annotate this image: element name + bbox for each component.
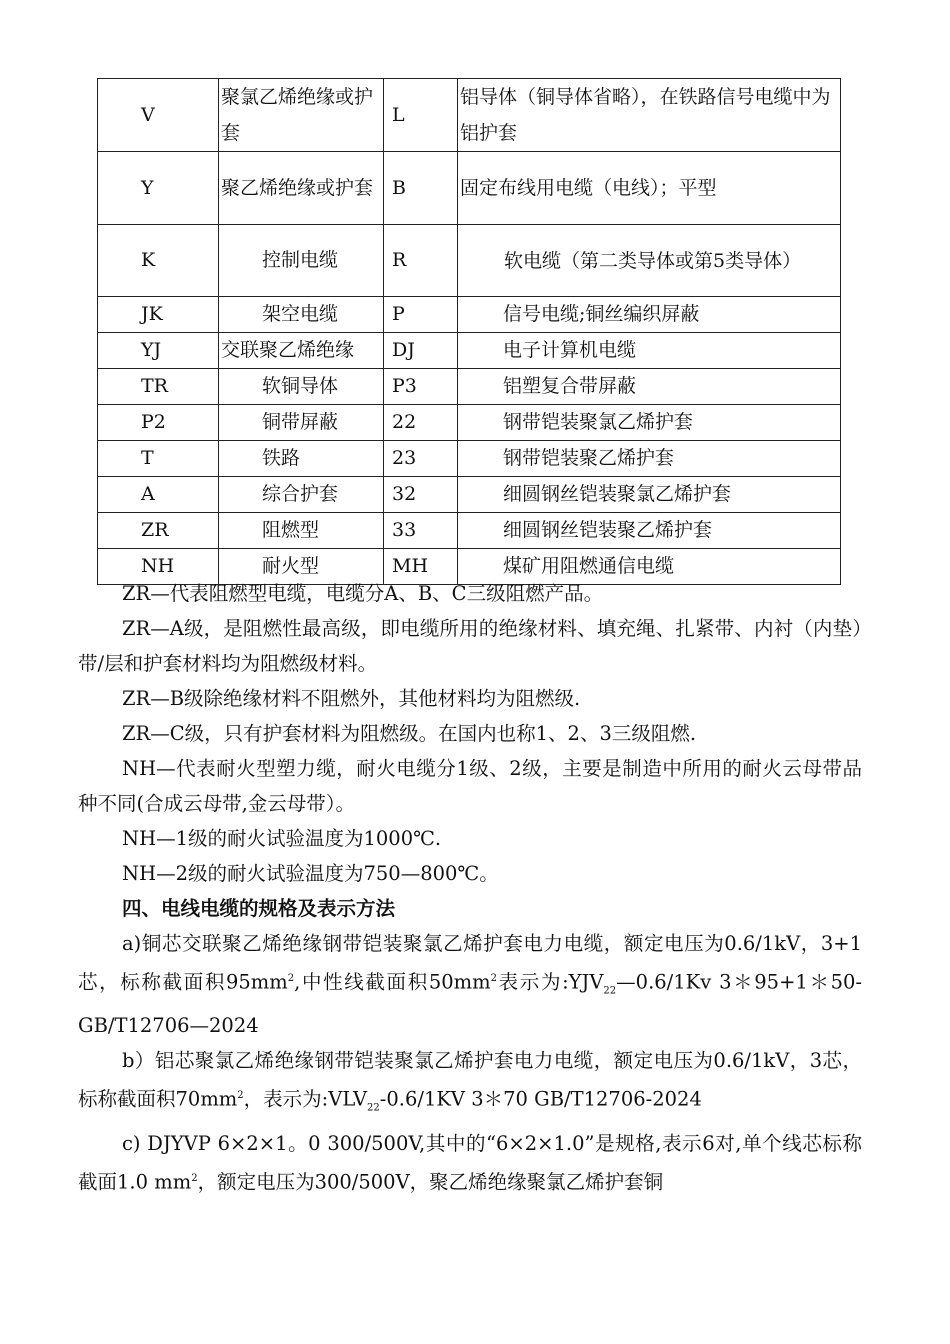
paragraph: ZR—代表阻燃型电缆，电缆分A、B、C三级阻燃产品。: [122, 582, 604, 605]
text-run: 表示为:YJV: [497, 970, 604, 994]
text-run: b）铝芯聚氯乙烯绝缘钢带铠装聚氯乙烯护套电力电缆，额定电压为0.6/1kV，3芯，标称截面积70mm: [78, 1049, 862, 1111]
meaning-cell: 电子计算机电缆: [458, 333, 841, 369]
text-run: —0.6/1Kv 3＊95+1＊50-GB/T12706—2024: [78, 970, 862, 1038]
section-heading: 四、电线电缆的规格及表示方法: [122, 897, 396, 920]
paragraph: NH—2级的耐火试验温度为750—800℃。: [122, 862, 499, 885]
code-cell: P3: [384, 369, 458, 405]
code-cell: P2: [98, 405, 219, 441]
code-cell: 22: [384, 405, 458, 441]
superscript: 2: [490, 973, 498, 984]
paragraph: ZR—A级，是阻燃性最高级，即电缆所用的绝缘材料、填充绳、扎紧带、内衬（内垫）带/层和护套材料均为阻燃级材料。: [78, 617, 862, 675]
meaning-cell: 交联聚乙烯绝缘: [219, 333, 384, 369]
meaning-cell: 铝塑复合带屏蔽: [458, 369, 841, 405]
cable-code-table: [97, 78, 841, 585]
code-cell: DJ: [384, 333, 458, 369]
code-cell: P: [384, 297, 458, 333]
code-cell: T: [98, 441, 219, 477]
code-cell: MH: [384, 549, 458, 585]
text-run: c) DJYVP 6×2×1。0 300/500V,其中的“6×2×1.0”是规格,表示6对,单个线芯标称截面1.0 mm: [78, 1131, 862, 1194]
code-cell: 33: [384, 513, 458, 549]
paragraph-c: [78, 1126, 862, 1200]
text-run: ，额定电压为300/500V，聚乙烯绝缘聚氯乙烯护套铜: [197, 1170, 664, 1194]
table-row: [98, 79, 841, 152]
code-cell: V: [98, 79, 219, 152]
meaning-cell: 钢带铠装聚乙烯护套: [458, 441, 841, 477]
code-cell: A: [98, 477, 219, 513]
text-run: ，表示为:VLV: [243, 1087, 368, 1111]
paragraph-b: [78, 1043, 862, 1125]
meaning-cell: 耐火型: [219, 549, 384, 585]
meaning-cell: 聚氯乙烯绝缘或护套: [219, 79, 384, 152]
table-row: [98, 513, 841, 549]
subscript: 22: [603, 985, 617, 997]
table-row: [98, 369, 841, 405]
code-cell: Y: [98, 152, 219, 225]
paragraph-a: [78, 926, 862, 1043]
meaning-cell: 控制电缆: [219, 225, 384, 297]
meaning-cell: 聚乙烯绝缘或护套: [219, 152, 384, 225]
table-row: [98, 441, 841, 477]
paragraph: NH—代表耐火型塑力缆，耐火电缆分1级、2级，主要是制造中所用的耐火云母带品种不同(合成云母带,金云母带）。: [78, 757, 862, 815]
table-row: [98, 297, 841, 333]
meaning-cell: 铁路: [219, 441, 384, 477]
table-row: [98, 225, 841, 297]
code-cell: L: [384, 79, 458, 152]
body-text: [78, 576, 862, 1199]
code-cell: NH: [98, 549, 219, 585]
paragraph: ZR—B级除绝缘材料不阻燃外，其他材料均为阻燃级.: [122, 687, 581, 710]
meaning-cell: 架空电缆: [219, 297, 384, 333]
table-row: [98, 477, 841, 513]
code-cell: YJ: [98, 333, 219, 369]
meaning-cell: 固定布线用电缆（电线）；平型: [458, 152, 841, 225]
superscript: 2: [287, 973, 295, 984]
code-cell: JK: [98, 297, 219, 333]
paragraph: NH—1级的耐火试验温度为1000℃.: [122, 827, 442, 850]
code-cell: K: [98, 225, 219, 297]
paragraph: ZR—C级，只有护套材料为阻燃级。在国内也称1、2、3三级阻燃.: [122, 722, 697, 745]
meaning-cell: 软电缆（第二类导体或第5类导体）: [458, 225, 841, 297]
meaning-cell: 软铜导体: [219, 369, 384, 405]
code-cell: TR: [98, 369, 219, 405]
code-cell: 23: [384, 441, 458, 477]
meaning-cell: 细圆钢丝铠装聚乙烯护套: [458, 513, 841, 549]
code-cell: 32: [384, 477, 458, 513]
table-row: [98, 333, 841, 369]
meaning-cell: 铝导体（铜导体省略），在铁路信号电缆中为铝护套: [458, 79, 841, 152]
code-cell: B: [384, 152, 458, 225]
meaning-cell: 煤矿用阻燃通信电缆: [458, 549, 841, 585]
code-cell: R: [384, 225, 458, 297]
text-run: a)铜芯交联聚乙烯绝缘钢带铠装聚氯乙烯护套电力电缆，额定电压为0.6/1kV，3+1芯，标称截面积95mm: [78, 932, 862, 994]
superscript: 2: [191, 1172, 198, 1184]
meaning-cell: 信号电缆;铜丝编织屏蔽: [458, 297, 841, 333]
text-run: ,中性线截面积50mm: [294, 970, 491, 994]
meaning-cell: 综合护套: [219, 477, 384, 513]
table-row: [98, 152, 841, 225]
text-run: -0.6/1KV 3＊70 GB/T12706-2024: [379, 1087, 702, 1111]
table-row: [98, 405, 841, 441]
code-cell: ZR: [98, 513, 219, 549]
superscript: 2: [237, 1090, 244, 1102]
meaning-cell: 铜带屏蔽: [219, 405, 384, 441]
meaning-cell: 钢带铠装聚氯乙烯护套: [458, 405, 841, 441]
meaning-cell: 细圆钢丝铠装聚氯乙烯护套: [458, 477, 841, 513]
meaning-cell: 阻燃型: [219, 513, 384, 549]
subscript: 22: [367, 1102, 380, 1114]
